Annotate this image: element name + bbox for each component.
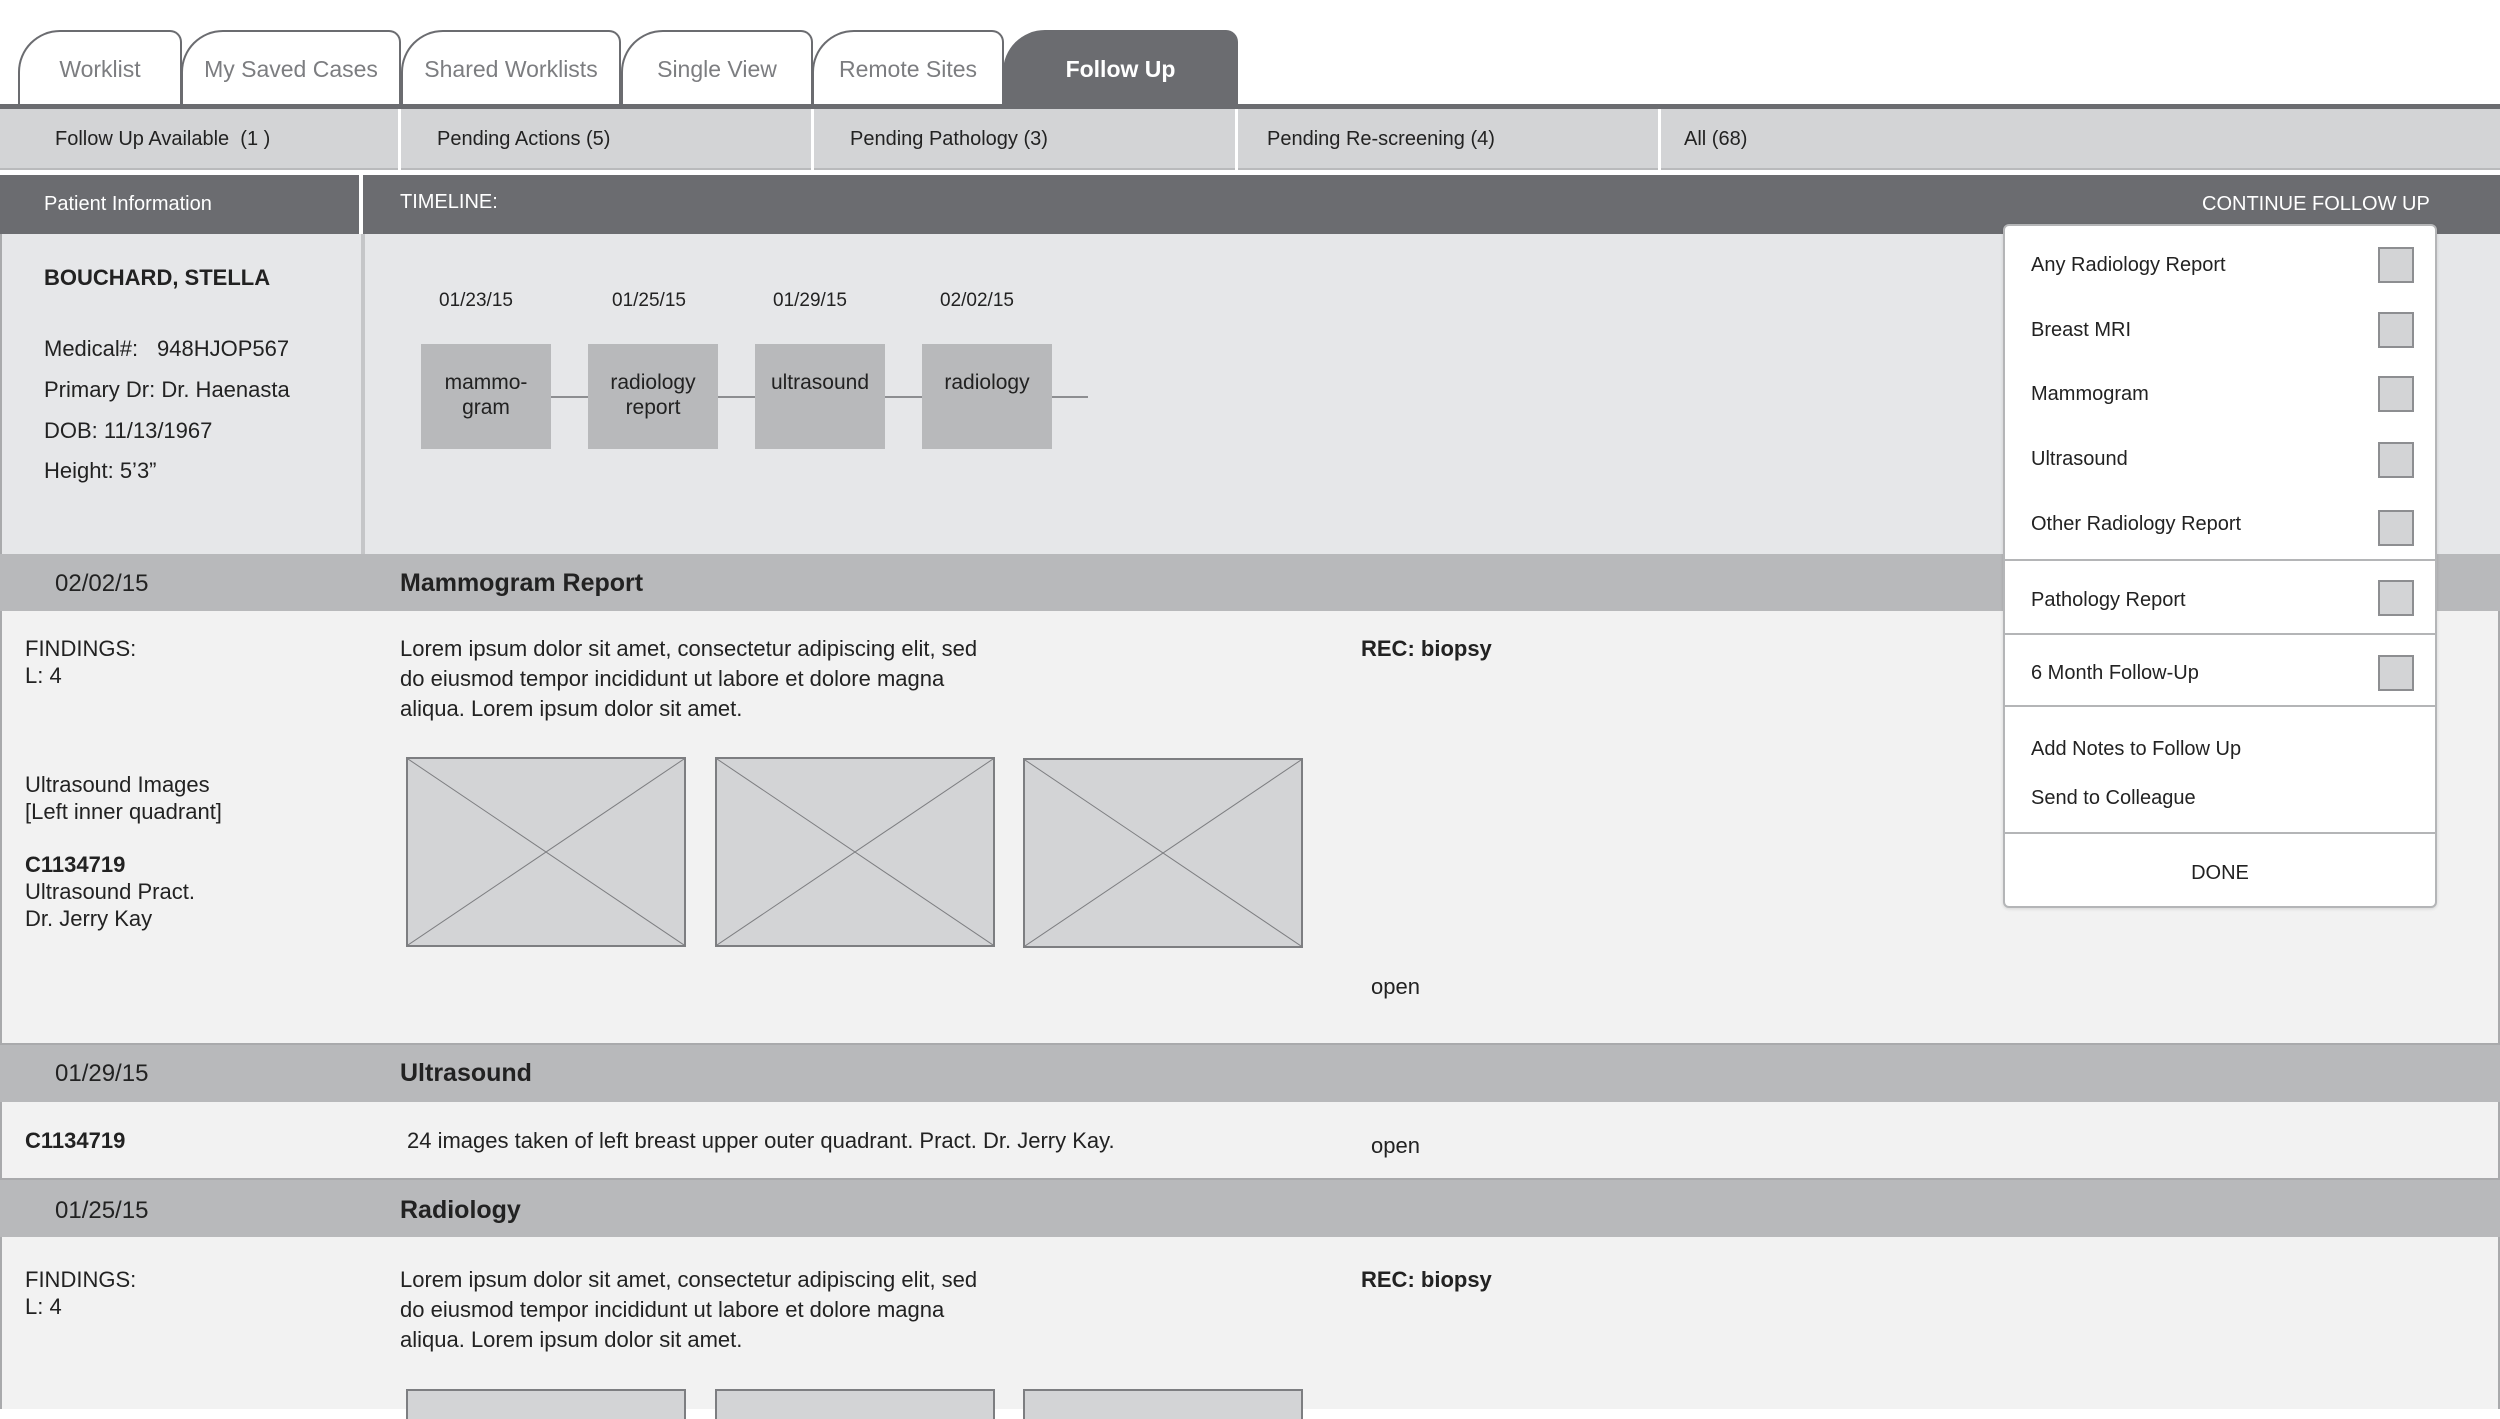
case-id: C1134719	[25, 852, 126, 877]
image-thumbnail[interactable]	[406, 1389, 686, 1419]
report-text-line: do eiusmod tempor incididunt ut labore et dolore magna	[400, 1297, 945, 1322]
option-label[interactable]: Ultrasound	[2031, 448, 2128, 470]
timeline-connector	[885, 396, 923, 398]
timeline-connector	[551, 396, 589, 398]
patient-info-heading: Patient Information	[44, 193, 212, 215]
subtab-label: Pending Actions (5)	[437, 128, 611, 150]
section-title: Mammogram Report	[400, 569, 644, 597]
tab-label: Worklist	[59, 55, 141, 82]
timeline-event-label: radiology	[610, 371, 696, 394]
timeline-date: 01/23/15	[439, 290, 513, 311]
subtab-label: Pending Pathology (3)	[850, 128, 1048, 150]
image-thumbnail[interactable]	[715, 757, 995, 947]
option-label[interactable]: Pathology Report	[2031, 589, 2186, 611]
dropdown-divider	[2005, 832, 2435, 834]
dropdown-divider	[2005, 705, 2435, 707]
image-thumbnail[interactable]	[1023, 1389, 1303, 1419]
option-label[interactable]: 6 Month Follow-Up	[2031, 662, 2199, 684]
header-divider	[359, 175, 363, 234]
section-date: 01/29/15	[55, 1060, 149, 1087]
section-date: 02/02/15	[55, 570, 149, 597]
tab-shared-worklists[interactable]	[401, 30, 621, 106]
ultrasound-note: 24 images taken of left breast upper outer quadrant. Pract. Dr. Jerry Kay.	[407, 1128, 1115, 1153]
image-thumbnail[interactable]	[715, 1389, 995, 1419]
checkbox-6-month-follow-up[interactable]	[2378, 655, 2414, 691]
findings-level: L: 4	[25, 1294, 62, 1319]
medical-number-label: Medical#:	[44, 336, 139, 361]
timeline-connector	[1052, 396, 1088, 398]
checkbox-any-radiology-report[interactable]	[2378, 247, 2414, 283]
checkbox-pathology-report[interactable]	[2378, 580, 2414, 616]
image-placeholder-icon	[717, 759, 993, 945]
add-notes-link[interactable]: Add Notes to Follow Up	[2031, 738, 2242, 760]
subtab-pending-rescreening[interactable]	[1267, 109, 1495, 170]
report-text	[400, 634, 1000, 724]
timeline-event-label: ultrasound	[770, 371, 870, 394]
report-text	[400, 1265, 1000, 1355]
date-of-birth: DOB: 11/13/1967	[44, 418, 213, 443]
report-text-line: aliqua. Lorem ipsum dolor sit amet.	[400, 696, 743, 721]
tab-single-view[interactable]	[621, 30, 813, 106]
report-text-line: aliqua. Lorem ipsum dolor sit amet.	[400, 1327, 743, 1352]
dropdown-divider	[2005, 633, 2435, 635]
follow-up-dropdown	[2003, 224, 2437, 908]
subtab-pending-pathology[interactable]	[850, 109, 1048, 170]
report-text-line: Lorem ipsum dolor sit amet, consectetur adipiscing elit, sed	[400, 1267, 978, 1292]
dropdown-divider	[2005, 559, 2435, 561]
medical-number: 948HJOP567	[157, 336, 290, 361]
subtab-label: Follow Up Available (1 )	[55, 128, 271, 150]
recommendation: REC: biopsy	[1361, 1267, 1492, 1292]
timeline-event-label: report	[625, 396, 681, 419]
patient-height: Height: 5’3”	[44, 458, 157, 483]
section-header-radiology[interactable]	[0, 1180, 2500, 1237]
option-label[interactable]: Any Radiology Report	[2031, 254, 2226, 276]
subtab-divider	[1658, 109, 1661, 170]
image-placeholder-icon	[1025, 760, 1301, 946]
findings-label: FINDINGS:	[25, 1267, 137, 1292]
timeline-heading: TIMELINE:	[400, 191, 498, 213]
timeline-event-ultrasound[interactable]	[755, 344, 885, 449]
image-placeholder-icon	[408, 759, 684, 945]
image-thumbnail[interactable]	[1023, 758, 1303, 948]
continue-follow-up-button[interactable]: CONTINUE FOLLOW UP	[2202, 193, 2430, 215]
subtab-pending-actions[interactable]	[437, 109, 610, 170]
tab-label: My Saved Cases	[204, 55, 378, 82]
send-to-colleague-link[interactable]: Send to Colleague	[2031, 787, 2196, 809]
section-title: Radiology	[400, 1196, 521, 1224]
option-label[interactable]: Breast MRI	[2031, 319, 2132, 341]
timeline-event-label: radiology	[944, 371, 1030, 394]
section-body-ultrasound	[0, 1102, 2500, 1180]
timeline-event-mammogram[interactable]	[421, 344, 551, 449]
status-open[interactable]: open	[1371, 1133, 1420, 1158]
timeline-date: 02/02/15	[940, 290, 1014, 311]
primary-doctor: Primary Dr: Dr. Haenasta	[44, 377, 290, 402]
tab-remote-sites[interactable]	[812, 30, 1004, 106]
subtab-divider	[811, 109, 814, 170]
tab-label: Single View	[657, 55, 777, 82]
option-label[interactable]: Mammogram	[2031, 383, 2149, 405]
case-id: C1134719	[25, 1128, 126, 1153]
subtab-all[interactable]	[1684, 109, 1747, 170]
recommendation: REC: biopsy	[1361, 636, 1492, 661]
timeline-date: 01/29/15	[773, 290, 847, 311]
checkbox-ultrasound[interactable]	[2378, 442, 2414, 478]
option-label[interactable]: Other Radiology Report	[2031, 513, 2242, 535]
checkbox-other-radiology-report[interactable]	[2378, 510, 2414, 546]
patient-name: BOUCHARD, STELLA	[44, 265, 271, 290]
timeline-event-radiology-report[interactable]	[588, 344, 718, 449]
report-text-line: Lorem ipsum dolor sit amet, consectetur adipiscing elit, sed	[400, 636, 978, 661]
status-open[interactable]: open	[1371, 974, 1420, 999]
checkbox-mammogram[interactable]	[2378, 376, 2414, 412]
practitioner-label: Ultrasound Pract.	[25, 879, 195, 904]
section-header-ultrasound[interactable]	[0, 1045, 2500, 1102]
subtab-label: All (68)	[1684, 128, 1748, 150]
done-button[interactable]: DONE	[2191, 862, 2249, 884]
tab-label: Shared Worklists	[424, 55, 598, 82]
ultrasound-images-label: Ultrasound Images	[25, 772, 210, 797]
tab-worklist[interactable]	[18, 30, 182, 106]
timeline-event-label: mammo-	[444, 371, 528, 394]
doctor-name: Dr. Jerry Kay	[25, 906, 153, 931]
checkbox-breast-mri[interactable]	[2378, 312, 2414, 348]
section-body-radiology	[0, 1237, 2500, 1409]
subtab-label: Pending Re-screening (4)	[1267, 128, 1495, 150]
section-date: 01/25/15	[55, 1197, 149, 1224]
tab-label: Follow Up	[1065, 55, 1176, 82]
subtab-bar	[0, 109, 2500, 170]
subtab-follow-up-available[interactable]	[55, 109, 270, 170]
section-title: Ultrasound	[400, 1059, 532, 1087]
timeline-connector	[718, 396, 756, 398]
timeline-date: 01/25/15	[612, 290, 686, 311]
tab-follow-up[interactable]	[1003, 30, 1238, 106]
timeline-event-radiology[interactable]	[922, 344, 1052, 449]
tab-my-saved-cases[interactable]	[181, 30, 401, 106]
subtab-divider	[398, 109, 401, 170]
image-thumbnail[interactable]	[406, 757, 686, 947]
quadrant-label: [Left inner quadrant]	[25, 799, 222, 824]
subtab-divider	[1235, 109, 1238, 170]
timeline-event-label: gram	[462, 396, 510, 419]
tab-label: Remote Sites	[838, 55, 978, 82]
report-text-line: do eiusmod tempor incididunt ut labore et dolore magna	[400, 666, 945, 691]
findings-level: L: 4	[25, 663, 62, 688]
findings-label: FINDINGS:	[25, 636, 137, 661]
